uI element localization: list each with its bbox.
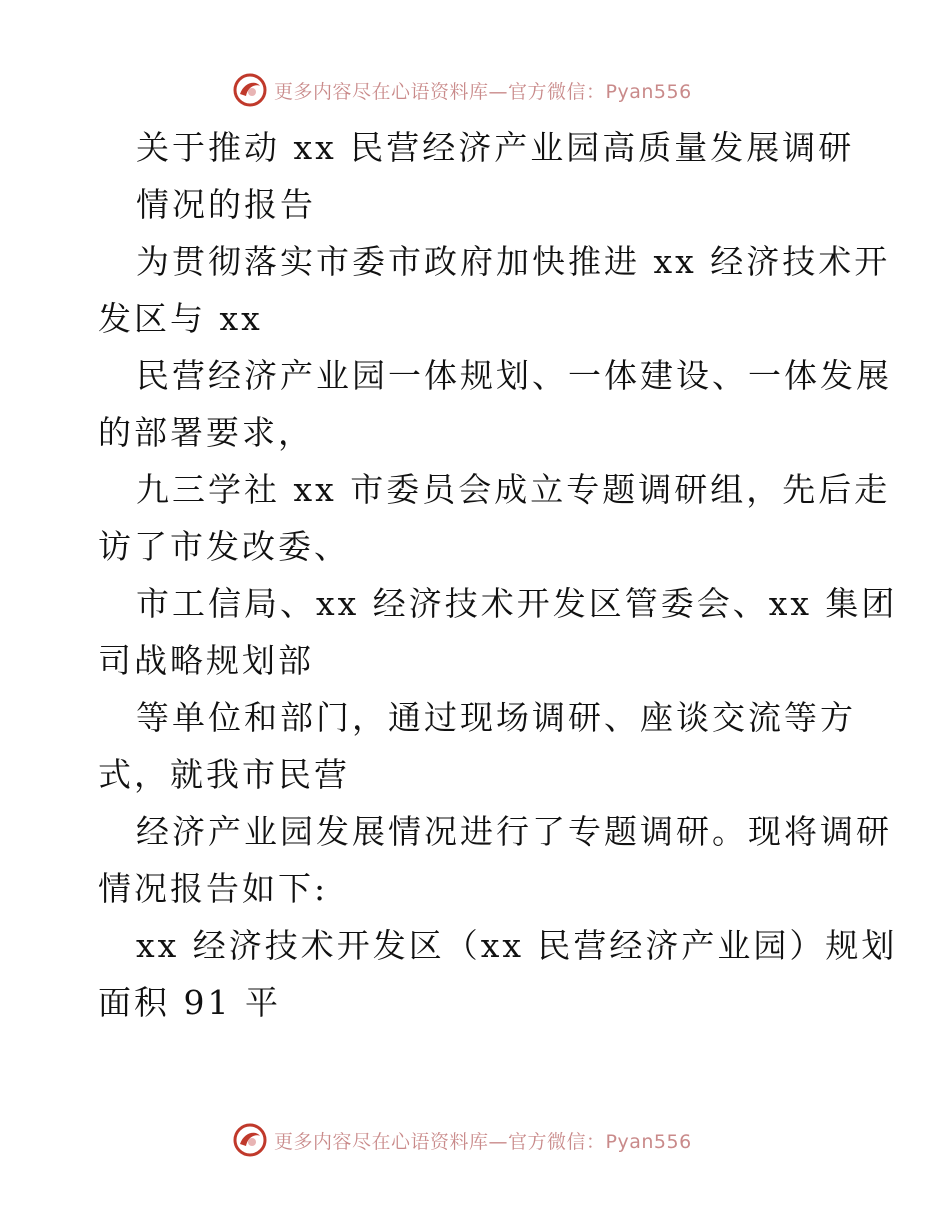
watermark-text: 更多内容尽在心语资料库—官方微信：Pyan556 [274, 80, 692, 103]
header-watermark [232, 72, 692, 108]
doc-paragraph-line: 经济产业园发展情况进行了专题调研。现将调研 [136, 812, 892, 851]
doc-paragraph-line: 民营经济产业园一体规划、一体建设、一体发展 [136, 356, 892, 395]
doc-paragraph-line: 等单位和部门，通过现场调研、座谈交流等方 [136, 698, 856, 737]
doc-paragraph-line: 为贯彻落实市委市政府加快推进 xx 经济技术开 [136, 242, 891, 281]
doc-paragraph-line: 访了市发改委、 [98, 527, 350, 566]
doc-paragraph-line: 的部署要求， [98, 413, 314, 452]
red-swirl-logo-icon [232, 1122, 268, 1158]
doc-title-line-1: 关于推动 xx 民营经济产业园高质量发展调研 [136, 128, 855, 167]
doc-paragraph-line: 面积 91 平 [98, 983, 281, 1022]
doc-title-line-2: 情况的报告 [136, 185, 316, 224]
doc-paragraph-line: 发区与 xx [98, 299, 263, 338]
footer-watermark [232, 1122, 692, 1158]
doc-paragraph-line: 九三学社 xx 市委员会成立专题调研组，先后走 [136, 470, 891, 509]
doc-paragraph-line: 司战略规划部 [98, 641, 314, 680]
watermark-text: 更多内容尽在心语资料库—官方微信：Pyan556 [274, 1130, 692, 1153]
red-swirl-logo-icon [232, 72, 268, 108]
doc-paragraph-line: 情况报告如下: [98, 869, 329, 908]
doc-paragraph-line: 式，就我市民营 [98, 755, 350, 794]
doc-paragraph-line: 市工信局、xx 经济技术开发区管委会、xx 集团 [136, 584, 898, 623]
doc-paragraph-line: xx 经济技术开发区（xx 民营经济产业园）规划 [136, 926, 898, 965]
